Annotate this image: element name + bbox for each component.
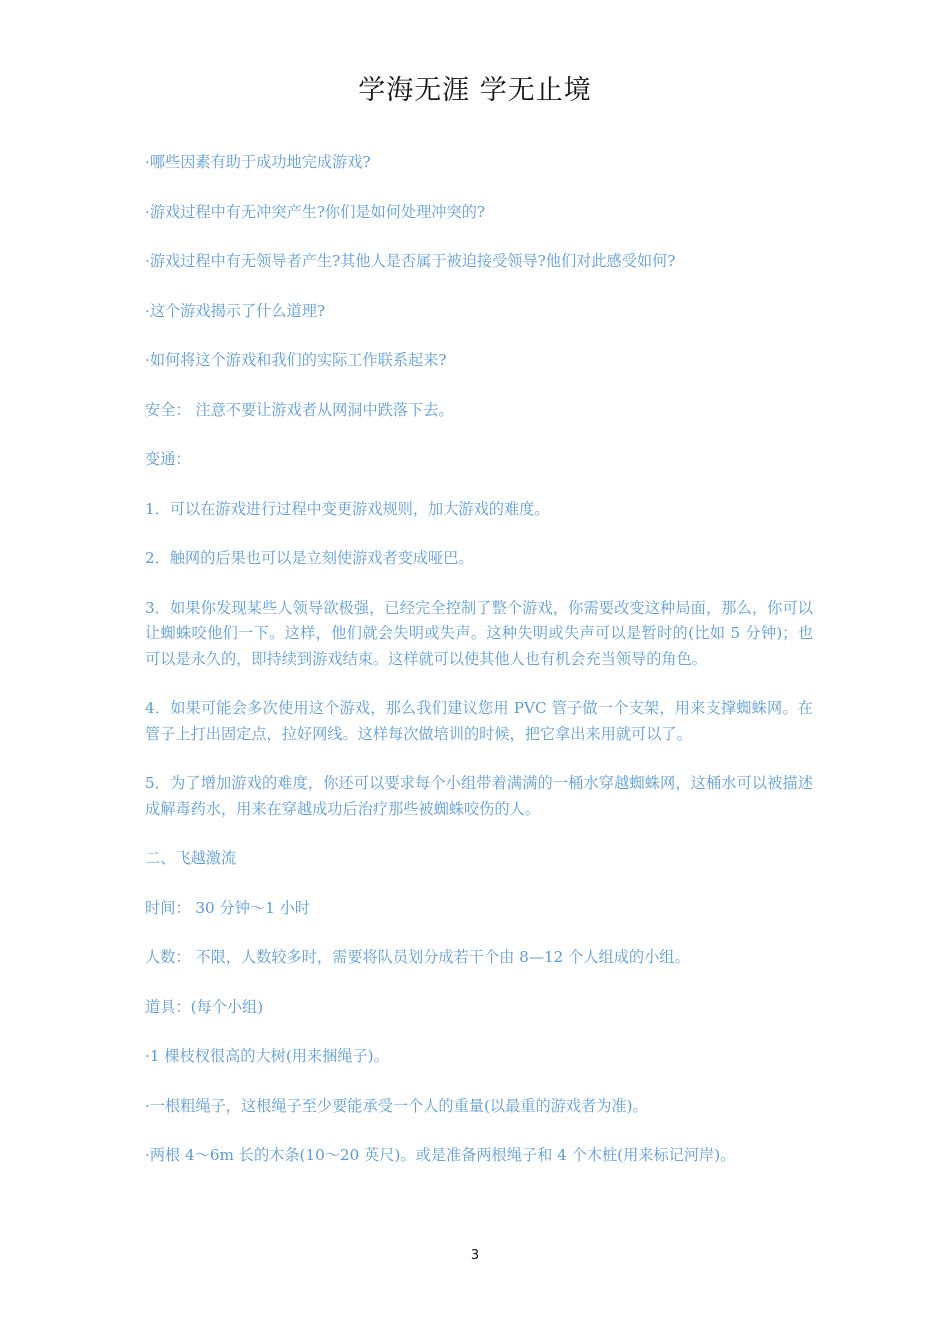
paragraph: ·游戏过程中有无领导者产生?其他人是否属于被迫接受领导?他们对此感受如何? xyxy=(145,252,676,270)
paragraph: ·如何将这个游戏和我们的实际工作联系起来? xyxy=(145,351,447,369)
paragraph: 3．如果你发现某些人领导欲极强，已经完全控制了整个游戏，你需要改变这种局面，那么，你可以让蜘蛛咬他们一下。这样，他们就会失明或失声。这种失明或失声可以是暂时的(比如 5 分钟)；也可以是永久的，即持续到游戏结束。这样就可以使其他人也有机会充当领导的角色。 xyxy=(145,598,813,668)
paragraph: ·一根粗绳子，这根绳子至少要能承受一个人的重量(以最重的游戏者为准)。 xyxy=(145,1096,648,1115)
paragraph: 2．触网的后果也可以是立刻使游戏者变成哑巴。 xyxy=(145,549,474,567)
section-heading: 二、飞越激流 xyxy=(145,849,237,867)
paragraph: 5．为了增加游戏的难度，你还可以要求每个小组带着满满的一桶水穿越蜘蛛网，这桶水可以被描述成解毒药水，用来在穿越成功后治疗那些被蜘蛛咬伤的人。 xyxy=(145,774,813,818)
document-body xyxy=(145,150,813,1193)
paragraph: 1．可以在游戏进行过程中变更游戏规则，加大游戏的难度。 xyxy=(145,499,550,518)
paragraph: ·哪些因素有助于成功地完成游戏? xyxy=(145,153,371,171)
paragraph: ·游戏过程中有无冲突产生?你们是如何处理冲突的? xyxy=(145,202,486,221)
page-header-title: 学海无涯 学无止境 xyxy=(358,75,592,106)
paragraph-variations-heading: 变通： xyxy=(145,450,191,468)
paragraph-safety: 安全： 注意不要让游戏者从网洞中跌落下去。 xyxy=(145,400,454,419)
page-number: 3 xyxy=(470,1248,480,1263)
paragraph: 4．如果可能会多次使用这个游戏，那么我们建议您用 PVC 管子做一个支架，用来支撑蜘蛛网。在管子上打出固定点，拉好网线。这样每次做培训的时候，把它拿出来用就可以了。 xyxy=(145,699,813,743)
paragraph-people: 人数： 不限，人数较多时，需要将队员划分成若干个由 8—12 个人组成的小组。 xyxy=(145,948,690,966)
paragraph: ·两根 4～6m 长的木条(10～20 英尺)。或是准备两根绳子和 4 个木桩(用来标记河岸)。 xyxy=(145,1146,736,1164)
paragraph: ·这个游戏揭示了什么道理? xyxy=(145,301,326,320)
paragraph: ·1 棵枝杈很高的大树(用来捆绳子)。 xyxy=(145,1047,389,1065)
paragraph-props: 道具：(每个小组) xyxy=(145,997,264,1016)
paragraph-time: 时间： 30 分钟～1 小时 xyxy=(145,898,310,917)
